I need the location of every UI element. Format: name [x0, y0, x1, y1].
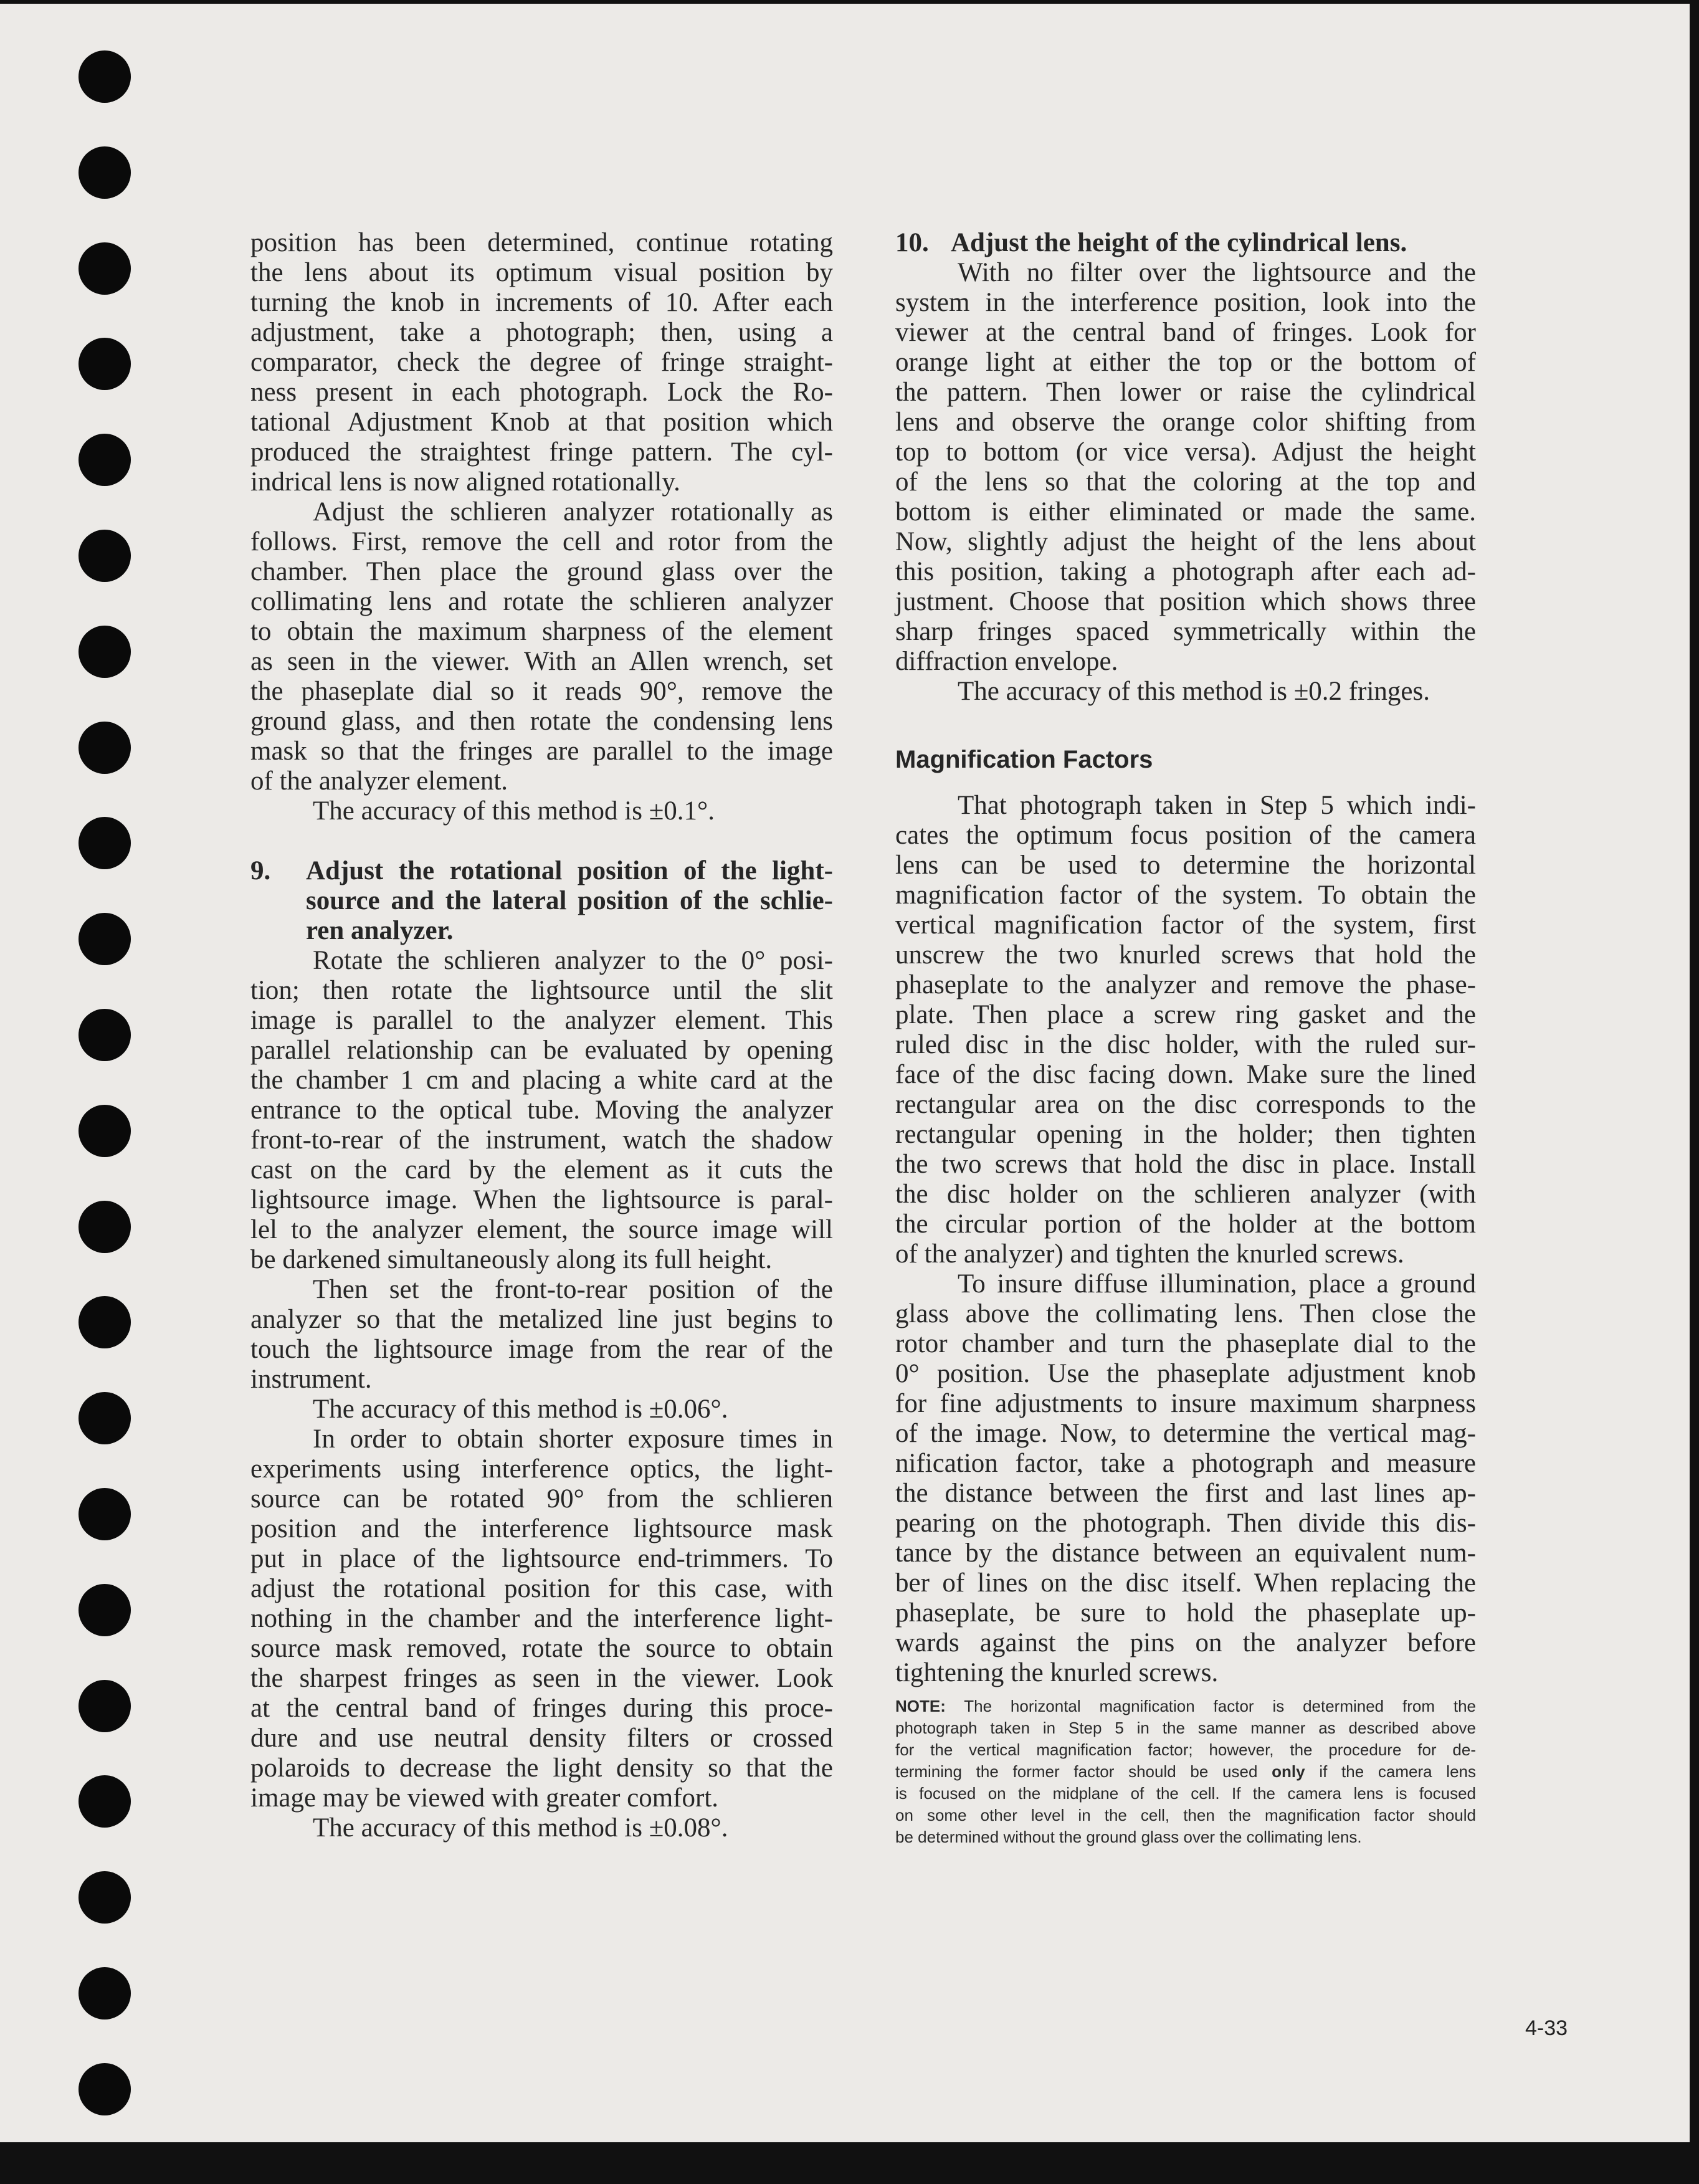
text-line: ber of lines on the disc itself. When replacing the: [895, 1568, 1476, 1598]
binder-hole-icon: [79, 338, 131, 390]
text-segment: for the vertical magnification factor; however, the procedure for de-: [895, 1740, 1476, 1759]
note: [895, 1695, 1476, 1848]
text-line: wards against the pins on the analyzer before: [895, 1628, 1476, 1657]
document-page: [0, 4, 1690, 2142]
binder-hole-icon: [79, 1680, 131, 1732]
text-line: Now, slightly adjust the height of the lens about: [895, 527, 1476, 556]
text-line: ness present in each photograph. Lock the Ro-: [250, 378, 833, 407]
text-line: follows. First, remove the cell and rotor from the: [250, 527, 833, 556]
emphasis: only: [1272, 1762, 1305, 1781]
binder-hole-icon: [79, 1392, 131, 1444]
text-line: That photograph taken in Step 5 which indi-: [958, 791, 1476, 820]
binder-hole-icon: [79, 1967, 131, 2019]
text-line: of the analyzer) and tighten the knurled screws.: [895, 1239, 1404, 1269]
text-line: Adjust the schlieren analyzer rotationally as: [313, 497, 833, 527]
text-segment: on some other level in the cell, then the magnification factor should: [895, 1806, 1476, 1824]
text-line: of the lens so that the coloring at the top and: [895, 467, 1476, 497]
text-segment: termining the former factor should be used: [895, 1762, 1272, 1781]
paragraph: [895, 677, 1476, 707]
binder-hole-icon: [79, 1105, 131, 1157]
text-line: position and the interference lightsource mask: [250, 1514, 833, 1543]
text-line: With no filter over the lightsource and the: [958, 258, 1476, 287]
text-line: Magnification Factors: [895, 746, 1153, 773]
text-line: justment. Choose that position which shows three: [895, 587, 1476, 616]
text-line: tance by the distance between an equivalent num-: [895, 1538, 1476, 1568]
paragraph: [895, 791, 1476, 1269]
text-line: the pattern. Then lower or raise the cylindrical: [895, 378, 1476, 407]
text-line: position has been determined, continue rotating: [250, 228, 833, 257]
text-line: rectangular area on the disc corresponds to the: [895, 1090, 1476, 1119]
left-column: [250, 228, 833, 1843]
text-line: [895, 1695, 1476, 1717]
text-line: the sharpest fringes as seen in the viewer. Look: [250, 1664, 833, 1693]
text-line: collimating lens and rotate the schlieren analyzer: [250, 587, 833, 616]
text-line: produced the straightest fringe pattern. The cyl-: [250, 437, 833, 467]
paragraph: [250, 1813, 833, 1843]
text-segment: photograph taken in Step 5 in the same manner as described above: [895, 1719, 1476, 1737]
text-line: phaseplate to the analyzer and remove the phase-: [895, 970, 1476, 999]
binder-hole-icon: [79, 50, 131, 103]
text-line: top to bottom (or vice versa). Adjust the height: [895, 437, 1476, 467]
text-line: ren analyzer.: [306, 916, 454, 945]
text-line: face of the disc facing down. Make sure the lined: [895, 1060, 1476, 1089]
text-line: put in place of the lightsource end-trimmers. To: [250, 1544, 833, 1573]
text-line: the chamber 1 cm and placing a white card at the: [250, 1066, 833, 1095]
binder-hole-icon: [79, 434, 131, 486]
text-line: turning the knob in increments of 10. After each: [250, 288, 833, 317]
binder-hole-icon: [79, 1488, 131, 1540]
text-line: cast on the card by the element as it cuts the: [250, 1155, 833, 1185]
text-line: parallel relationship can be evaluated by opening: [250, 1036, 833, 1065]
text-line: be darkened simultaneously along its full height.: [250, 1245, 773, 1274]
text-line: Then set the front-to-rear position of the: [313, 1275, 833, 1304]
text-line: [895, 1783, 1476, 1805]
paragraph: [895, 258, 1476, 677]
text-line: to obtain the maximum sharpness of the element: [250, 617, 833, 646]
text-segment: The horizontal magnification factor is determined from the: [945, 1697, 1476, 1715]
text-line: adjust the rotational position for this case, with: [250, 1574, 833, 1603]
text-line: the circular portion of the holder at the bottom: [895, 1209, 1476, 1239]
text-segment: be determined without the ground glass over the collimating lens.: [895, 1828, 1362, 1846]
text-line: front-to-rear of the instrument, watch the shadow: [250, 1125, 833, 1155]
text-line: The accuracy of this method is ±0.1°.: [313, 796, 715, 826]
text-line: entrance to the optical tube. Moving the analyzer: [250, 1095, 833, 1125]
step-number: 10.: [895, 228, 929, 257]
text-line: the lens about its optimum visual position by: [250, 258, 833, 287]
binder-hole-icon: [79, 146, 131, 199]
text-line: The accuracy of this method is ±0.06°.: [313, 1395, 728, 1424]
binder-hole-icon: [79, 626, 131, 678]
text-line: lel to the analyzer element, the source image will: [250, 1215, 833, 1244]
text-line: lightsource image. When the lightsource is paral-: [250, 1185, 833, 1214]
text-line: phaseplate, be sure to hold the phaseplate up-: [895, 1598, 1476, 1628]
text-line: image is parallel to the analyzer element. This: [250, 1006, 833, 1035]
text-line: The accuracy of this method is ±0.08°.: [313, 1813, 728, 1843]
text-line: chamber. Then place the ground glass over the: [250, 557, 833, 586]
text-line: dure and use neutral density filters or crossed: [250, 1724, 833, 1753]
text-line: the two screws that hold the disc in place. Install: [895, 1150, 1476, 1179]
text-line: tion; then rotate the lightsource until the slit: [250, 976, 833, 1005]
text-line: 0° position. Use the phaseplate adjustment knob: [895, 1359, 1476, 1388]
text-line: tational Adjustment Knob at that position which: [250, 408, 833, 437]
text-line: the phaseplate dial so it reads 90°, remove the: [250, 677, 833, 706]
binder-hole-icon: [79, 817, 131, 869]
text-line: [895, 1826, 1476, 1848]
binder-hole-icon: [79, 242, 131, 295]
text-line: vertical magnification factor of the system, first: [895, 910, 1476, 940]
text-line: the disc holder on the schlieren analyzer (with: [895, 1180, 1476, 1209]
text-segment: if the camera lens: [1305, 1762, 1477, 1781]
paragraph: [250, 1275, 833, 1395]
paragraph: [250, 946, 833, 1275]
binder-hole-icon: [79, 913, 131, 965]
binder-hole-icon: [79, 530, 131, 582]
text-line: glass above the collimating lens. Then close the: [895, 1299, 1476, 1328]
text-line: ground glass, and then rotate the condensing lens: [250, 707, 833, 736]
text-line: lens and observe the orange color shifting from: [895, 408, 1476, 437]
text-line: system in the interference position, look into the: [895, 288, 1476, 317]
text-line: diffraction envelope.: [895, 647, 1118, 676]
binder-hole-icon: [79, 1296, 131, 1348]
emphasis: NOTE:: [895, 1697, 946, 1715]
text-line: analyzer so that the metalized line just begins to: [250, 1305, 833, 1334]
text-line: To insure diffuse illumination, place a ground: [958, 1269, 1476, 1299]
paragraph: [250, 497, 833, 796]
text-line: [895, 1761, 1476, 1783]
text-line: adjustment, take a photograph; then, using a: [250, 318, 833, 347]
text-line: Adjust the rotational position of the light-: [306, 856, 833, 885]
text-line: lens can be used to determine the horizontal: [895, 851, 1476, 880]
text-line: bottom is either eliminated or made the same.: [895, 497, 1476, 527]
text-line: Rotate the schlieren analyzer to the 0° posi-: [313, 946, 833, 975]
text-line: ruled disc in the disc holder, with the ruled sur-: [895, 1030, 1476, 1059]
text-line: Adjust the height of the cylindrical lens.: [951, 228, 1407, 257]
text-line: rotor chamber and turn the phaseplate dial to the: [895, 1329, 1476, 1358]
binder-hole-icon: [79, 1584, 131, 1636]
text-line: for fine adjustments to insure maximum sharpness: [895, 1389, 1476, 1418]
text-line: plate. Then place a screw ring gasket and the: [895, 1000, 1476, 1029]
right-column: [895, 228, 1476, 1848]
text-line: source mask removed, rotate the source to obtain: [250, 1634, 833, 1663]
text-line: unscrew the two knurled screws that hold the: [895, 940, 1476, 970]
text-line: nothing in the chamber and the interference light-: [250, 1604, 833, 1633]
text-line: [895, 1805, 1476, 1826]
text-line: mask so that the fringes are parallel to the image: [250, 737, 833, 766]
text-line: [895, 1717, 1476, 1739]
page-number: 4-33: [1525, 2016, 1568, 2040]
text-line: experiments using interference optics, the light-: [250, 1454, 833, 1484]
binder-hole-icon: [79, 1775, 131, 1828]
step-heading: [250, 856, 833, 946]
text-line: the distance between the first and last lines ap-: [895, 1479, 1476, 1508]
binder-hole-icon: [79, 1871, 131, 1924]
text-line: rectangular opening in the holder; then tighten: [895, 1120, 1476, 1149]
text-line: magnification factor of the system. To obtain the: [895, 880, 1476, 910]
text-line: In order to obtain shorter exposure times in: [313, 1424, 833, 1454]
text-line: [895, 1739, 1476, 1761]
paragraph: [895, 1269, 1476, 1688]
section-heading: [895, 745, 1476, 775]
text-line: image may be viewed with greater comfort.: [250, 1783, 719, 1813]
binder-hole-icon: [79, 1201, 131, 1253]
text-line: of the analyzer element.: [250, 766, 508, 796]
step-number: 9.: [250, 856, 271, 885]
text-line: instrument.: [250, 1365, 372, 1394]
binder-hole-icon: [79, 722, 131, 774]
binder-hole-icon: [79, 1009, 131, 1061]
text-segment: is focused on the midplane of the cell. If the camera lens is focused: [895, 1784, 1476, 1803]
text-line: indrical lens is now aligned rotationally.: [250, 467, 680, 497]
text-line: of the image. Now, to determine the vertical mag-: [895, 1419, 1476, 1448]
paragraph: [250, 228, 833, 497]
text-line: nification factor, take a photograph and measure: [895, 1449, 1476, 1478]
text-line: this position, taking a photograph after each ad-: [895, 557, 1476, 586]
text-line: cates the optimum focus position of the camera: [895, 821, 1476, 850]
paragraph: [250, 796, 833, 826]
text-line: at the central band of fringes during this proce-: [250, 1694, 833, 1723]
binder-hole-icon: [79, 2063, 131, 2115]
text-line: The accuracy of this method is ±0.2 fringes.: [958, 677, 1430, 706]
text-line: tightening the knurled screws.: [895, 1658, 1219, 1687]
text-line: viewer at the central band of fringes. Look for: [895, 318, 1476, 347]
step-heading: [895, 228, 1476, 258]
paragraph: [250, 1395, 833, 1424]
text-line: sharp fringes spaced symmetrically within the: [895, 617, 1476, 646]
text-line: source can be rotated 90° from the schlieren: [250, 1484, 833, 1514]
text-line: comparator, check the degree of fringe straight-: [250, 348, 833, 377]
text-line: pearing on the photograph. Then divide this dis-: [895, 1509, 1476, 1538]
text-line: orange light at either the top or the bottom of: [895, 348, 1476, 377]
spacer: [250, 826, 833, 856]
text-line: as seen in the viewer. With an Allen wrench, set: [250, 647, 833, 676]
paragraph: [250, 1424, 833, 1813]
text-line: source and the lateral position of the schlie-: [306, 886, 833, 915]
text-line: touch the lightsource image from the rear of the: [250, 1335, 833, 1364]
text-line: polaroids to decrease the light density so that the: [250, 1753, 833, 1783]
